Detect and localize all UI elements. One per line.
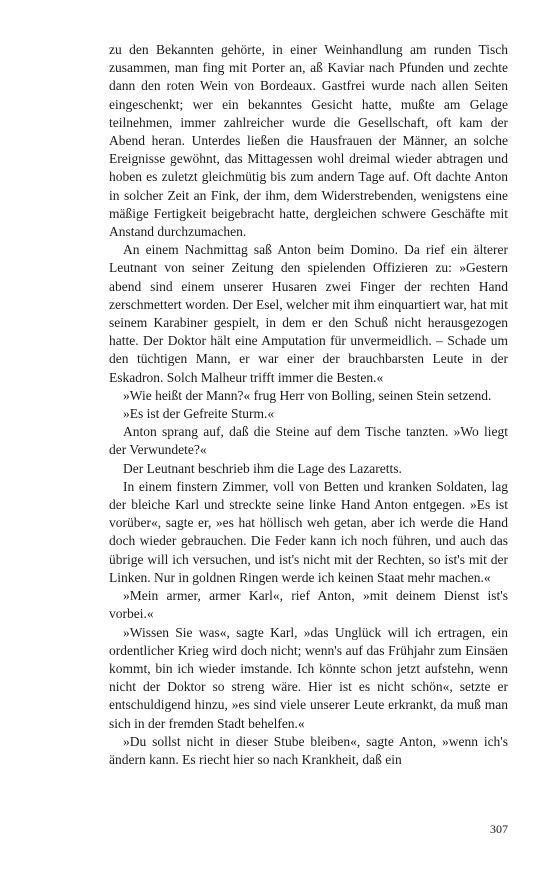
paragraph: »Wie heißt der Mann?« frug Herr von Bolling, seinen Stein setzend. [123, 387, 492, 403]
paragraph: zu den Bekannten gehörte, in einer Weinhandlung am runden Tisch zusammen, man fing mit Porter an, aß Kaviar nach Pfunden und zechte dann den roten Wein von Bordeaux. Gastfrei wurde nach allen Seiten eingeschenkt; wer ein bekanntes Gesicht hatte, mußte am Gelage teilnehmen, immer zahlreicher wurde die Gesellschaft, oft kam der Abend heran. Unterdes ließen die Hausfrauen der Männer, an solche Ereignisse gewöhnt, das Mittagessen wohl dreimal wieder abtragen und hoben es zuletzt gleichmütig bis zum andern Tage auf. Oft dachte Anton in solcher Zeit an Fink, der ihm, dem Widerstrebenden, wenigstens eine mäßige Fertigkeit beigebracht hatte, dergleichen schwere Geschäfte mit Anstand durchzumachen. [109, 42, 508, 240]
book-page-text [109, 41, 508, 769]
paragraph: »Wissen Sie was«, sagte Karl, »das Unglück will ich ertragen, ein ordentlicher Krieg wird doch nicht; wenn's auf das Frühjahr zum Einsäen kommt, bin ich wieder imstande. Ich könnte schon jetzt aufstehn, wenn nicht der Doktor so streng wäre. Hier ist es nicht schön«, setzte er entschuldigend hinzu, »es sind viele unserer Leute erkrankt, da muß man sich in der fremden Stadt behelfen.« [109, 624, 508, 731]
paragraph: »Es ist der Gefreite Sturm.« [123, 406, 275, 422]
paragraph: In einem finstern Zimmer, voll von Betten und kranken Soldaten, lag der bleiche Karl und streckte seine linke Hand Anton entgegen. »Es ist vorüber«, sagte er, »es hat höllisch weh getan, aber ich werde die Hand doch wieder gebrauchen. Die Feder kann ich noch führen, und auch das übrige will ich versuchen, und ist's nicht mit der Rechten, so ist's mit der Linken. Nur in goldnen Ringen werde ich keinen Staat mehr machen.« [109, 478, 508, 585]
paragraph: Der Leutnant beschrieb ihm die Lage des Lazaretts. [123, 460, 402, 476]
paragraph: »Du sollst nicht in dieser Stube bleiben«, sagte Anton, »wenn ich's ändern kann. Es riecht hier so nach Krankheit, daß ein [109, 733, 508, 767]
paragraph: Anton sprang auf, daß die Steine auf dem Tische tanzten. »Wo liegt der Verwundete?« [109, 424, 508, 458]
paragraph: An einem Nachmittag saß Anton beim Domino. Da rief ein älterer Leutnant von seiner Zeitung den spielenden Offizieren zu: »Gestern abend sind einem unserer Husaren zwei Finger der rechten Hand zerschmettert worden. Der Esel, welcher mit ihm einquartiert war, hat mit seinem Karabiner gespielt, in dem er den Schuß nicht herausgezogen hatte. Der Doktor hält eine Amputation für unvermeidlich. – Schade um den tüchtigen Mann, er war einer der brauchbarsten Leute in der Eskadron. Solch Malheur trifft immer die Besten.« [109, 242, 508, 385]
page-number: 307 [490, 822, 508, 836]
paragraph: »Mein armer, armer Karl«, rief Anton, »mit deinem Dienst ist's vorbei.« [109, 588, 508, 622]
